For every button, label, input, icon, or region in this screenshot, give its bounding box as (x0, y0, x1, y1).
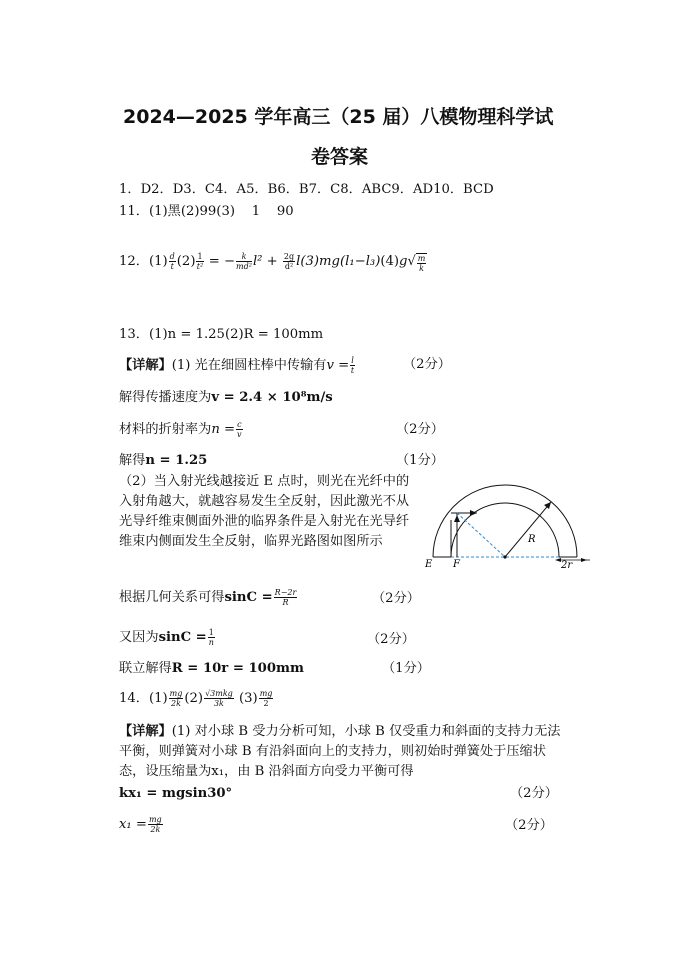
q13-speed-line: 解得传播速度为v = 2.4 × 10⁸m/s (119, 390, 333, 405)
score-mark: （1分） (382, 661, 430, 676)
radius-line (505, 502, 551, 557)
q14-detail-paragraph: 【详解】(1) 对小球 B 受力分析可知，小球 B 仅受重力和斜面的支持力无法平衡，则弹簧对小球 B 有沿斜面向上的支持力，则初始时弹簧处于压缩状态，设压缩量为x₁，由 B 沿斜面方向受力平衡可得 (119, 724, 561, 779)
answers-q11: 11．(1)黑(2)99(3) 1 90 (119, 204, 294, 219)
detail-tag: 【详解】 (119, 358, 172, 373)
q13-solve-line: 联立解得R = 10r = 100mm (119, 661, 304, 676)
score-mark: （2分） (510, 786, 558, 801)
q13-geometry-line: 根据几何关系可得sinC = $\frac{R-2r}{R}$ (119, 588, 297, 607)
label-F: F (453, 559, 460, 570)
answers-q1-10: 1．D2．D3．C4．A5．B6．B7．C8．ABC9．AD10．BCD (119, 182, 494, 197)
detail-tag: 【详解】 (119, 724, 172, 739)
q14-eq2: x₁ = $\frac{mg}{2k}$ (119, 815, 162, 834)
label-R: R (528, 534, 536, 545)
q13-detail-line1: 【详解】(1) 光在细圆柱棒中传输有v = $\frac{l}{t}$ (119, 356, 355, 375)
score-mark: （2分） (403, 357, 451, 372)
score-mark: （2分） (396, 422, 444, 437)
score-mark: （2分） (367, 632, 415, 647)
score-mark: （2分） (505, 818, 553, 833)
q13-n-result: 解得n = 1.25 (119, 453, 208, 468)
answers-q14: 14．(1) $\frac{mg}{2k}$ (2) $\frac{\text{√3mkg}}{3k}$ (3) $\frac{mg}{2}$ (119, 689, 273, 708)
reflected-ray (457, 513, 505, 557)
q13-index-line: 材料的折射率为n = $\frac{c}{v}$ (119, 420, 242, 439)
page-subtitle: 卷答案 (311, 146, 369, 168)
q13-also-line: 又因为sinC = $\frac{1}{n}$ (119, 628, 214, 647)
page-title: 2024—2025 学年高三（25 届）八模物理科学试 (123, 106, 554, 128)
label-2r: 2r (561, 560, 573, 571)
q14-eq1: kx₁ = mgsin30° (119, 786, 233, 801)
answers-q13: 13．(1)n = 1.25(2)R = 100mm (119, 327, 324, 342)
light-path-figure (420, 460, 600, 575)
answers-q12: 12．(1) $\frac{d}{t}$ (2) $\frac{1}{\text{t²}}$ = − $\frac{k}{\text{md²}}$ l² + $\frac{2g}{\text{d²}}$ l(3)mg(l₁−l₃)(4)g√ $\frac{m}{k}$ (119, 252, 426, 273)
label-E: E (425, 559, 433, 570)
score-mark: （2分） (372, 591, 420, 606)
score-mark: （1分） (396, 453, 444, 468)
q13-part2-paragraph: （2）当入射光线越接近 E 点时，则光在光纤中的入射角越大，就越容易发生全反射，因此激光不从光导纤维束侧面外泄的临界条件是入射光在光导纤维束内侧面发生全反射，临界光路图如图所示 (119, 474, 410, 549)
